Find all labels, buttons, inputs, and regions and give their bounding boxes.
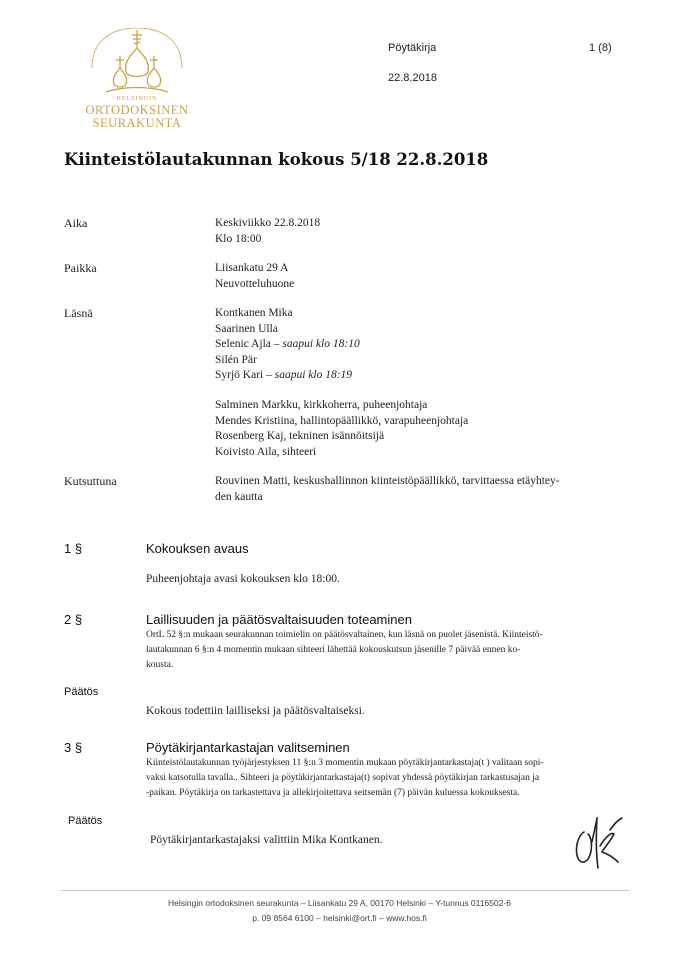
section-3-number: 3 § xyxy=(64,740,83,755)
invited-line: Rouvinen Matti, keskushallinnon kiinteistöpäällikkö, tarvittaessa etäyhtey- xyxy=(215,475,560,487)
attendee-item: Koivisto Aila, sihteeri xyxy=(215,445,317,458)
present-label: Läsnä xyxy=(64,306,93,320)
member-name: Selenic Ajla xyxy=(215,338,271,350)
onion-domes-icon xyxy=(84,28,190,98)
attendee-item: Salminen Markku, kirkkoherra, puheenjohtaja xyxy=(215,399,428,411)
logo-line-2: SEURAKUNTA xyxy=(92,116,182,130)
section-3-body xyxy=(146,756,626,801)
church-logo xyxy=(84,28,190,130)
handwritten-signature-icon xyxy=(570,812,630,874)
footer-contact: p. 09 8564 6100 – helsinki@ort.fi – www.hos.fi xyxy=(252,913,427,923)
time-line: Klo 18:00 xyxy=(215,232,262,245)
document-date: 22.8.2018 xyxy=(388,72,437,84)
logo-line-1: ORTODOKSINEN xyxy=(85,103,189,117)
body-line: lautakunnan 6 §:n 4 momentin mukaan sihteeri lähettää kokouskutsun jäsenille 7 päivää ennen ko- xyxy=(146,645,521,655)
member-arrival-note: – saapui klo 18:19 xyxy=(263,369,353,381)
body-line: OrtL 52 §:n mukaan seurakunnan toimielin on päätösvaltainen, kun läsnä on puolet jäsenistä. Kiinteistö- xyxy=(146,630,543,640)
footer-divider xyxy=(60,890,630,891)
page-number: 1 (8) xyxy=(589,42,612,54)
member-name: Silén Pär xyxy=(215,353,257,366)
section-2-title: Laillisuuden ja päätösvaltaisuuden toteaminen xyxy=(146,612,412,627)
section-3-decision-label: Päätös xyxy=(68,815,103,827)
time-label: Aika xyxy=(64,216,88,230)
attendee-item: Mendes Kristiina, hallintopäällikkö, varapuheenjohtaja xyxy=(215,414,469,427)
invited-label: Kutsuttuna xyxy=(64,474,117,488)
invited-value xyxy=(215,474,560,505)
footer-address: Helsingin ortodoksinen seurakunta – Liisankatu 29 A, 00170 Helsinki – Y-tunnus 0116502-6 xyxy=(168,898,511,908)
body-line: -paikan. Pöytäkirja on tarkastettava ja allekirjoitettava seitsemän (7) päivän kuluessa kokouksesta. xyxy=(146,788,520,798)
present-members xyxy=(215,306,360,384)
member-item xyxy=(215,368,360,384)
member-name: Kontkanen Mika xyxy=(215,307,293,319)
invited-line: den kautta xyxy=(215,490,263,503)
section-3-title: Pöytäkirjantarkastajan valitseminen xyxy=(146,740,350,755)
member-arrival-note: – saapui klo 18:10 xyxy=(270,338,360,350)
member-item xyxy=(215,306,360,322)
other-attendees xyxy=(215,398,468,460)
place-line: Liisankatu 29 A xyxy=(215,262,289,274)
section-1-body: Puheenjohtaja avasi kokouksen klo 18:00. xyxy=(146,573,340,585)
time-value xyxy=(215,216,320,247)
member-name: Saarinen Ulla xyxy=(215,322,278,335)
member-item xyxy=(215,353,360,369)
member-item xyxy=(215,322,360,338)
section-2-body xyxy=(146,628,626,673)
logo-small-text: HELSINGIN xyxy=(116,96,158,102)
section-3-decision: Pöytäkirjantarkastajaksi valittiin Mika Kontkanen. xyxy=(150,834,383,846)
body-line: kousta. xyxy=(146,660,174,670)
member-name: Syrjö Kari xyxy=(215,369,264,381)
section-2-number: 2 § xyxy=(64,612,83,627)
place-line: Neuvotteluhuone xyxy=(215,277,295,290)
time-line: Keskiviikko 22.8.2018 xyxy=(215,217,321,229)
section-1-number: 1 § xyxy=(64,541,83,556)
place-label: Paikka xyxy=(64,261,97,275)
attendee-item: Rosenberg Kaj, tekninen isännöitsijä xyxy=(215,430,385,442)
section-2-decision-label: Päätös xyxy=(64,686,99,698)
section-1-title: Kokouksen avaus xyxy=(146,541,249,556)
body-line: Kiinteistölautakunnan työjärjestyksen 11 §:n 3 momentin mukaan pöytäkirjantarkastaja(t ) valitaan sopi- xyxy=(146,758,544,768)
member-item xyxy=(215,337,360,353)
document-type: Pöytäkirja xyxy=(388,42,437,54)
place-value xyxy=(215,261,294,292)
page-title: Kiinteistölautakunnan kokous 5/18 22.8.2018 xyxy=(64,150,489,169)
body-line: vaksi katsotulla tavalla.. Sihteeri ja pöytäkirjantarkastaja(t) sopivat yhdessä pöytäkirjan tarkastusajan ja xyxy=(146,773,540,783)
section-2-decision: Kokous todettiin lailliseksi ja päätösvaltaiseksi. xyxy=(146,705,365,717)
